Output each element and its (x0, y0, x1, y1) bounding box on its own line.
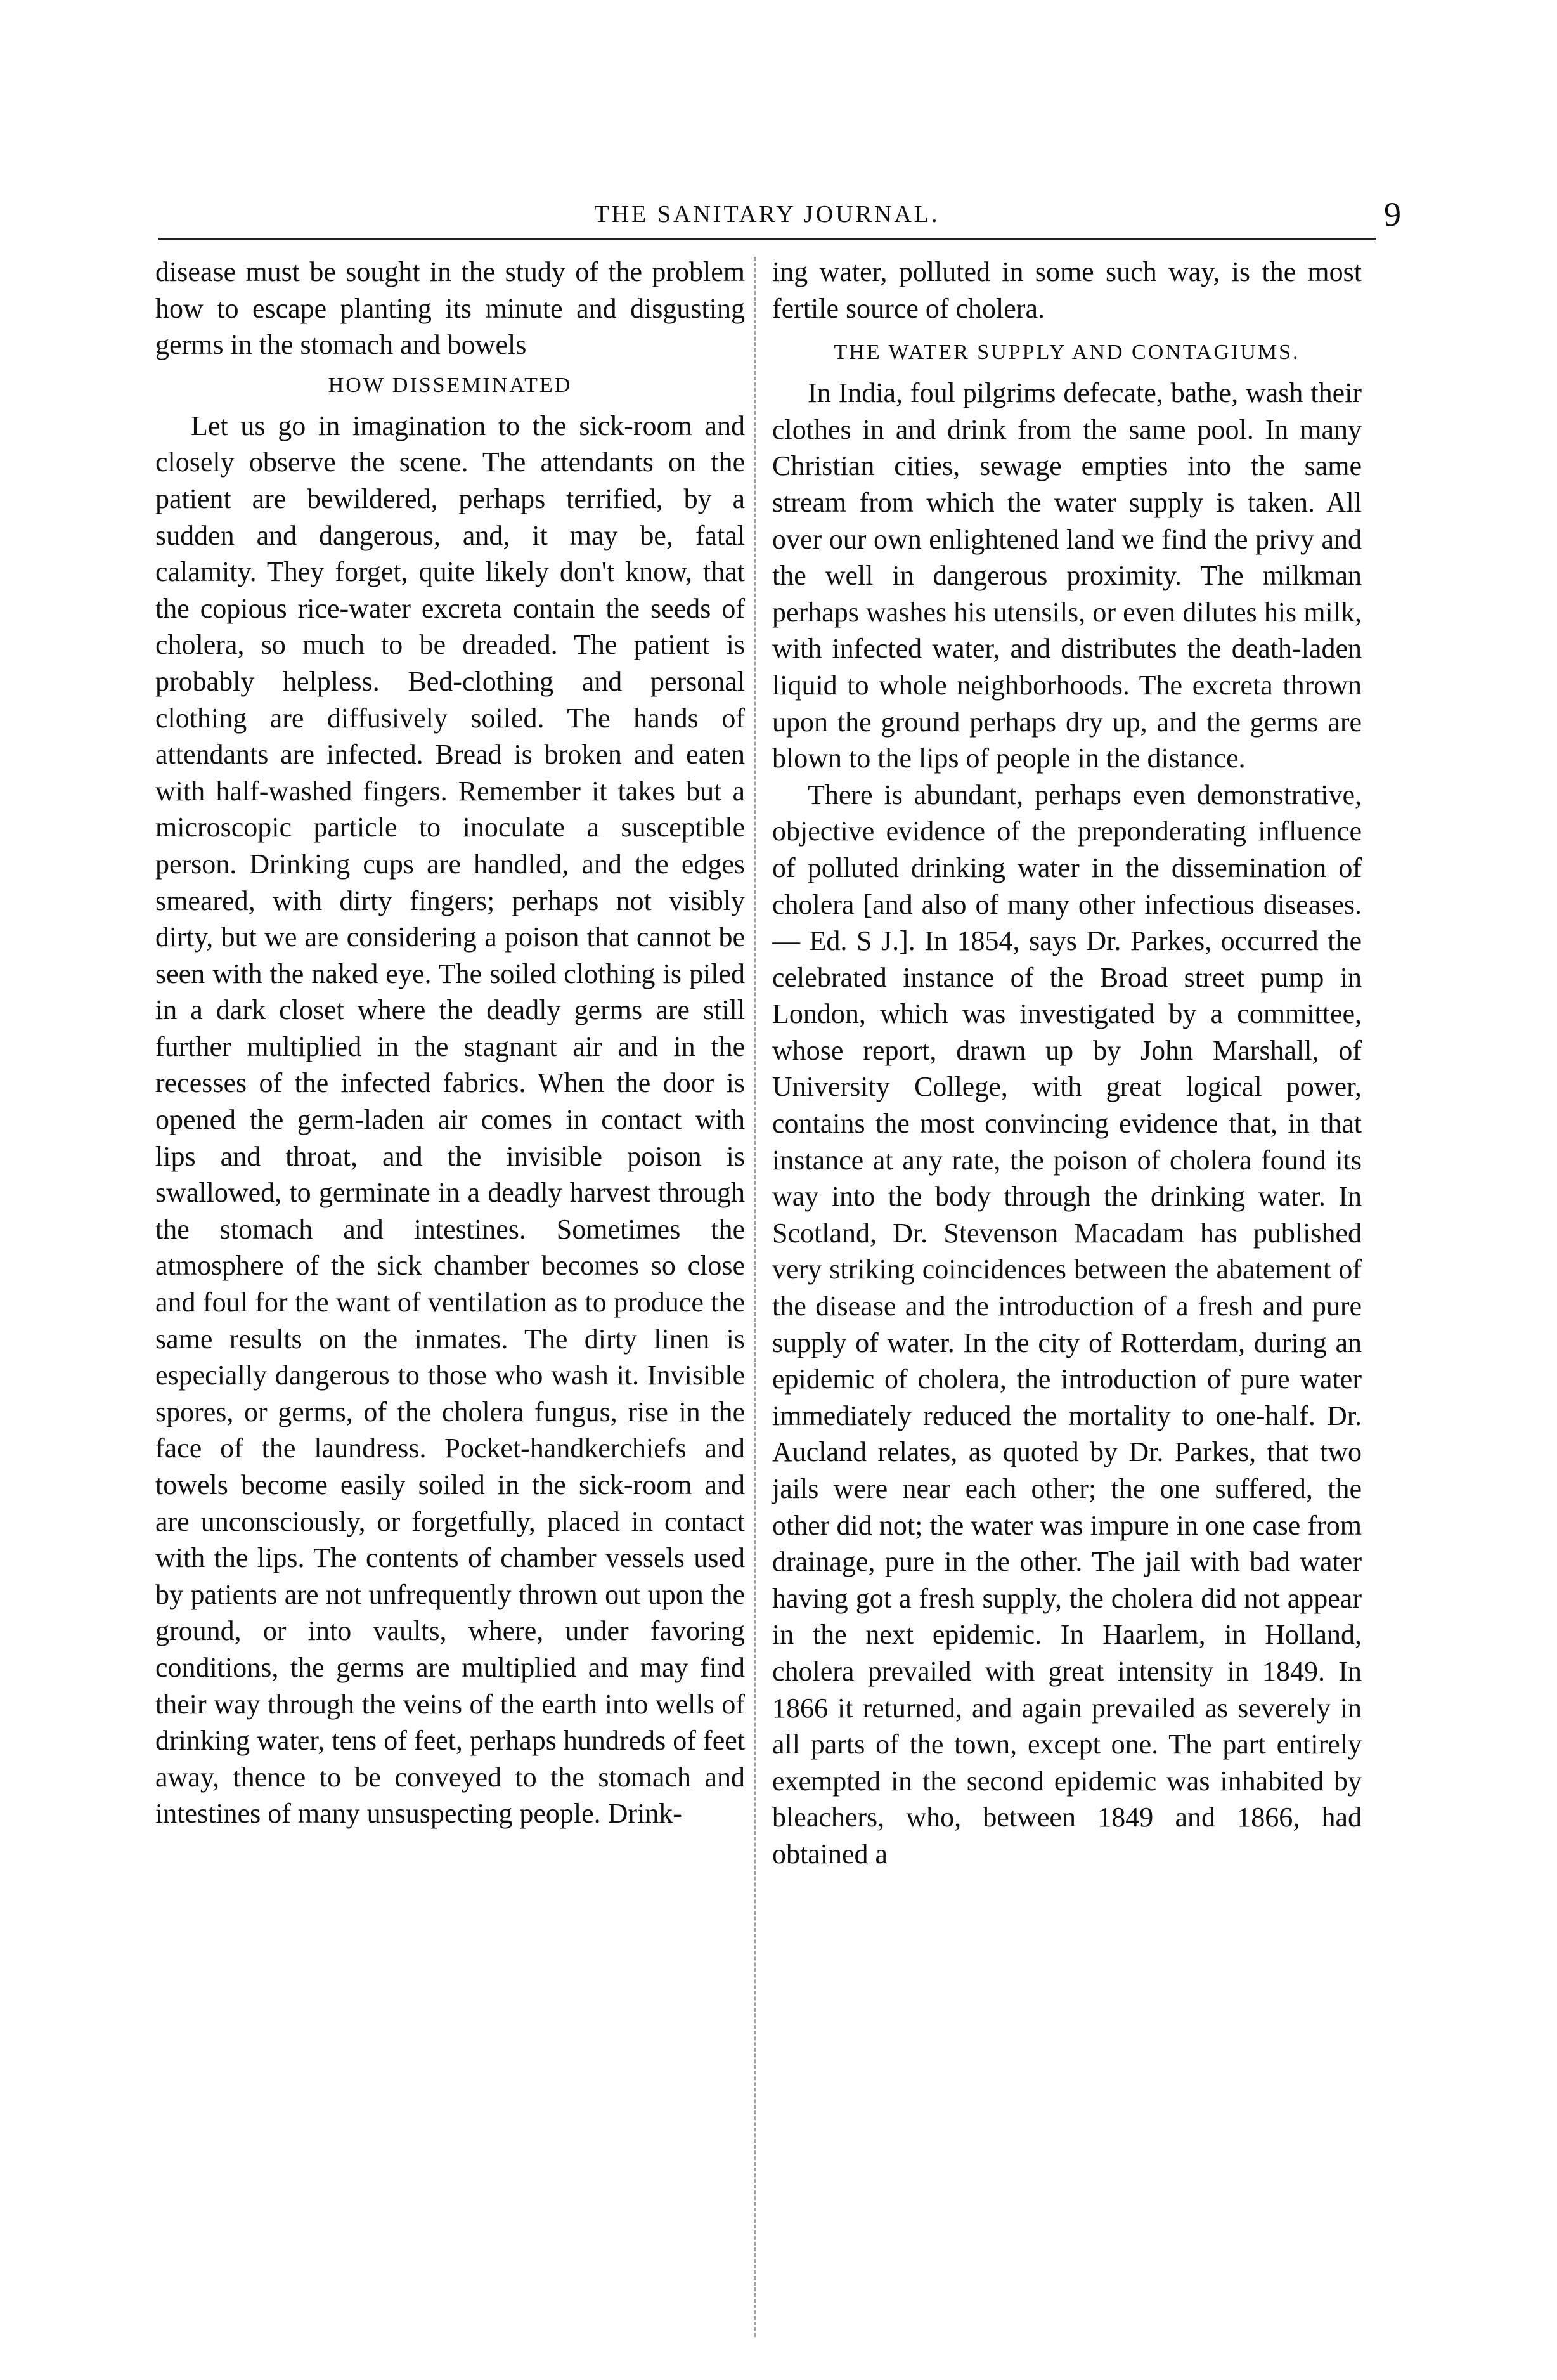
running-head (158, 195, 1401, 233)
header-rule (158, 238, 1376, 240)
column-divider (754, 257, 756, 2337)
left-paragraph-continued: disease must be sought in the study of the problem how to escape planting its minute and disgusting germs in the stomach and bowels (155, 256, 745, 361)
left-paragraph-sick-room: Let us go in imagination to the sick-room and closely observe the scene. The attendants on the patient are bewildered, perhaps terrified, by a sudden and dangerous, and, it may be, fatal calamity. They forget, quite likely don't know, that the copious rice-water excreta contain the seeds of cholera, so much to be dreaded. The patient is probably helpless. Bed-clothing and personal clothing are diffusively soiled. The hands of attendants are infected. Bread is broken and eaten with half-washed fingers. Remember it takes but a microscopic particle to inoculate a susceptible person. Drinking cups are handled, and the edges smeared, with dirty fingers; perhaps not visibly dirty, but we are considering a poison that cannot be seen with the naked eye. The soiled clothing is piled in a dark closet where the deadly germs are still further multiplied in the stagnant air and in the recesses of the infected fabrics. When the door is opened the germ-laden air comes in contact with lips and throat, and the invisible poison is swallowed, to germinate in a deadly harvest through the stomach and intestines. Sometimes the atmosphere of the sick chamber becomes so close and foul for the want of ventilation as to produce the same results on the inmates. The dirty linen is especially dangerous to those who wash it. Invisible spores, or germs, of the cholera fungus, rise in the face of the laundress. Pocket-handkerchiefs and towels become easily soiled in the sick-room and are unconsciously, or forgetfully, placed in contact with the lips. The contents of chamber vessels used by patients are not unfrequently thrown out upon the ground, or into vaults, where, under favoring conditions, the germs are multiplied and may find their way through the veins of the earth into wells of drinking water, tens of feet, perhaps hundreds of feet away, thence to be conveyed to the stomach and intestines of many unsuspecting people. Drink- (155, 410, 745, 1830)
running-title: THE SANITARY JOURNAL. (594, 201, 940, 228)
left-column (155, 254, 745, 2340)
right-paragraph-evidence: There is abundant, perhaps even demonstrative, objective evidence of the preponderating influence of polluted drinking water in the dissemination of cholera [and also of many other infectious diseases.— Ed. S J.]. In 1854, says Dr. Parkes, occurred the celebrated instance of the Broad street pump in London, which was investigated by a committee, whose report, drawn up by John Marshall, of University College, with great logical power, contains the most convincing evidence that, in that instance at any rate, the poison of cholera found its way into the body through the drinking water. In Scotland, Dr. Stevenson Macadam has published very striking coincidences between the abatement of the disease and the introduction of a fresh and pure supply of water. In the city of Rotterdam, during an epidemic of cholera, the introduction of pure water immediately reduced the mortality to one-half. Dr. Aucland relates, as quoted by Dr. Parkes, that two jails were near each other; the one suffered, the other did not; the water was impure in one case from drainage, pure in the other. The jail with bad water having got a fresh supply, the cholera did not appear in the next epidemic. In Haarlem, in Holland, cholera prevailed with great intensity in 1849. In 1866 it returned, and again prevailed as severely in all parts of the town, except one. The part entirely exempted in the second epidemic was inhabited by bleachers, who, between 1849 and 1866, had obtained a (772, 779, 1362, 1870)
right-column (772, 254, 1362, 2340)
section-heading-how-disseminated: HOW DISSEMINATED (328, 373, 572, 397)
right-paragraph-continued: ing water, polluted in some such way, is the most fertile source of cholera. (772, 256, 1362, 324)
right-paragraph-india: In India, foul pilgrims defecate, bathe, wash their clothes in and drink from the same pool. In many Christian cities, sewage empties into the same stream from which the water supply is taken. All over our own enlightened land we find the privy and the well in dangerous proximity. The milkman perhaps washes his utensils, or even dilutes his milk, with infected water, and distributes the death-laden liquid to whole neighborhoods. The excreta thrown upon the ground perhaps dry up, and the germs are blown to the lips of people in the distance. (772, 377, 1362, 774)
section-heading-water-supply: THE WATER SUPPLY AND CONTAGIUMS. (834, 341, 1300, 365)
page-number: 9 (1384, 195, 1401, 233)
